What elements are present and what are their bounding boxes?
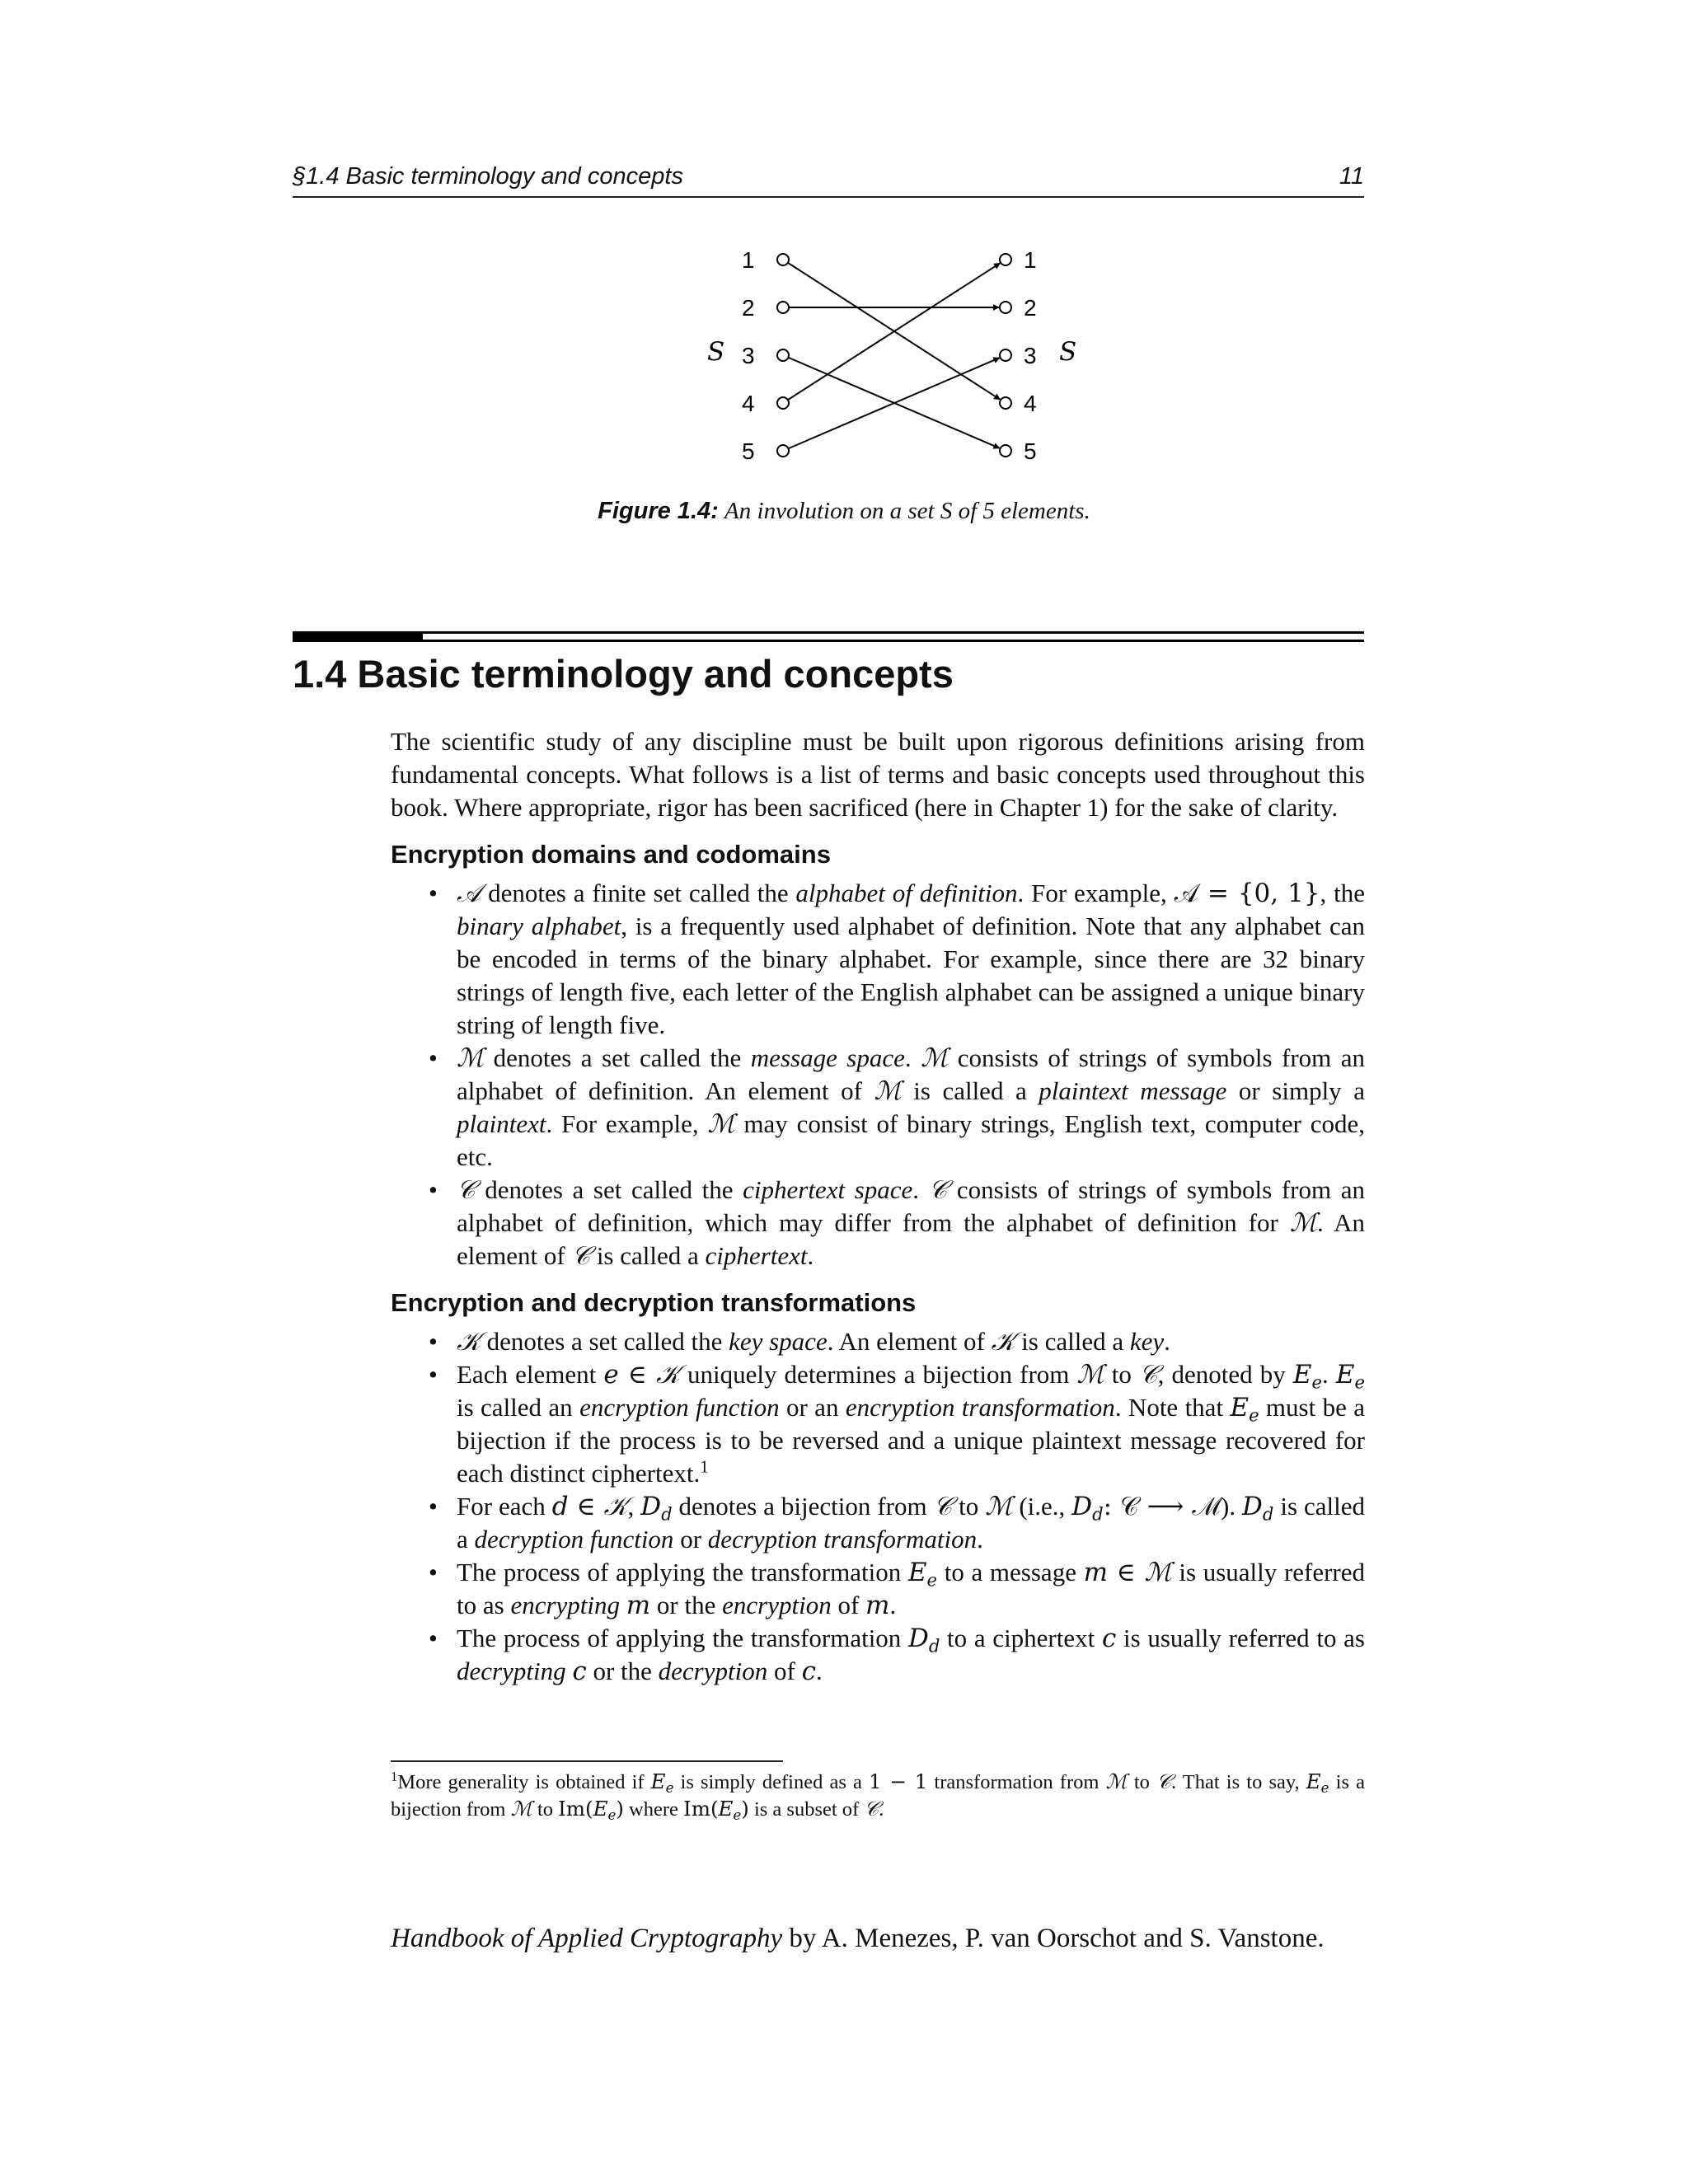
book-title: Handbook of Applied Cryptography (391, 1924, 783, 1953)
list-item: • ℳ denotes a set called the message space. ℳ consists of strings of symbols from an alphabet of definition. An element of ℳ is called a plaintext message or simply a plaintext. For example, ℳ may consist of binary strings, English text, computer code, etc. (457, 1042, 1365, 1174)
right-set-label: S (1059, 337, 1077, 367)
section-title: 1.4 Basic terminology and concepts (293, 652, 954, 696)
footnote-rule (391, 1760, 783, 1762)
page-footer (391, 1924, 1325, 1954)
right-node (1000, 397, 1011, 409)
list-item: • 𝒦 denotes a set called the key space. An element of 𝒦 is called a key. (457, 1325, 1365, 1358)
left-node (777, 254, 789, 265)
left-node (777, 349, 789, 361)
right-node (1000, 302, 1011, 313)
transforms-list (391, 1325, 1365, 1688)
figure-caption-text: An involution on a set S of 5 elements. (724, 498, 1090, 524)
figure-caption (0, 498, 1688, 525)
right-node (1000, 445, 1011, 457)
list-item: • For each d ∈ 𝒦, $D_d$ denotes a bijection from 𝒞 to ℳ (i.e., $D_d$: 𝒞 ⟶ ℳ). $D_d$ is called a decryption function or decryption transformation. (457, 1490, 1365, 1556)
running-head-title: §1.4 Basic terminology and concepts (293, 163, 683, 190)
section-rule (293, 631, 1364, 643)
right-node (1000, 349, 1011, 361)
footnote: $^1$More generality is obtained if $E_e$ is simply defined as a 1 − 1 transformation from ℳ to 𝒞. That is to say, $E_e$ is a bijection from ℳ to $Im(E_e)$ where $Im(E_e)$ is a subset of 𝒞. (391, 1768, 1366, 1823)
left-element-label: 1 (742, 247, 755, 273)
right-node (1000, 254, 1011, 265)
right-element-label: 3 (1024, 343, 1037, 368)
mapping-arrows (788, 263, 1000, 448)
intro-paragraph: The scientific study of any discipline must be built upon rigorous definitions arising from fundamental concepts. What follows is a list of terms and basic concepts used throughout this book. Where appropriate, rigor has been sacrificed (here in Chapter 1) for the sake of clarity. (391, 727, 1365, 822)
subsection-heading-domains: Encryption domains and codomains (391, 840, 831, 869)
domains-list (391, 877, 1365, 1272)
involution-figure (676, 232, 1104, 471)
footnote-marker[interactable]: 1 (700, 1456, 709, 1477)
involution-diagram (676, 232, 1104, 471)
set-nodes (742, 247, 1037, 464)
running-head (293, 162, 1364, 198)
left-element-label: 3 (742, 343, 755, 368)
list-item: • The process of applying the transformation $D_d$ to a ciphertext c is usually referred to as decrypting c or the decryption of c. (457, 1622, 1365, 1688)
right-element-label: 2 (1024, 295, 1037, 321)
subsection-heading-transforms: Encryption and decryption transformations (391, 1288, 917, 1317)
left-element-label: 5 (742, 438, 755, 464)
right-element-label: 4 (1024, 391, 1037, 416)
list-item: • The process of applying the transformation $E_e$ to a message m ∈ ℳ is usually referred to as encrypting m or the encryption of m. (457, 1556, 1365, 1622)
left-element-label: 4 (742, 391, 755, 416)
left-node (777, 397, 789, 409)
left-set-label: S (707, 337, 725, 367)
right-element-label: 1 (1024, 247, 1037, 273)
page-number: 11 (1339, 163, 1364, 190)
left-node (777, 445, 789, 457)
book-authors: by A. Menezes, P. van Oorschot and S. Vanstone. (782, 1924, 1325, 1953)
body-text (391, 725, 1365, 1688)
left-element-label: 2 (742, 295, 755, 321)
left-node (777, 302, 789, 313)
right-element-label: 5 (1024, 438, 1037, 464)
list-item: • 𝒜 denotes a finite set called the alphabet of definition. For example, 𝒜 = {0, 1}, the binary alphabet, is a frequently used alphabet of definition. Note that any alphabet can be encoded in terms of the binary alphabet. For example, since there are 32 binary strings of length five, each letter of the English alphabet can be assigned a unique binary string of length five. (457, 877, 1365, 1042)
list-item: • 𝒞 denotes a set called the ciphertext space. 𝒞 consists of strings of symbols from an alphabet of definition, which may differ from the alphabet of definition for ℳ. An element of 𝒞 is called a ciphertext. (457, 1174, 1365, 1272)
list-item: • Each element e ∈ 𝒦 uniquely determines a bijection from ℳ to 𝒞, denoted by $E_e$. $E_e$ is called an encryption function or an encryption transformation. Note that $E_e$ must be a bijection if the process is to be reversed and a unique plaintext message recovered for each distinct ciphertext.$^1$ (457, 1358, 1365, 1490)
figure-caption-label: Figure 1.4: (598, 498, 719, 524)
